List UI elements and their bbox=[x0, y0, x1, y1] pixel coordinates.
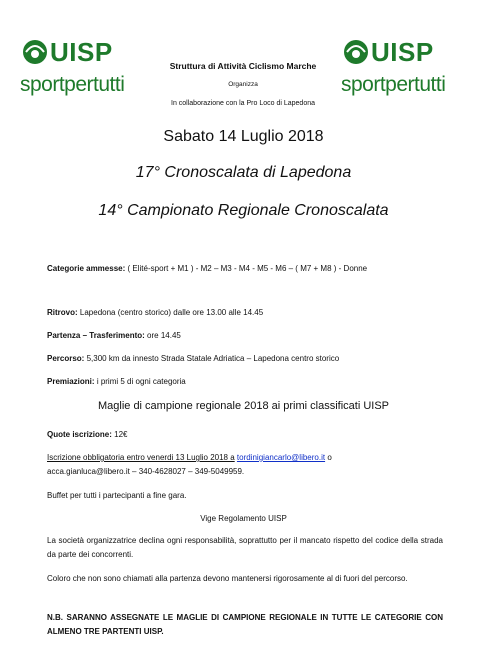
event-date: Sabato 14 Luglio 2018 bbox=[163, 128, 324, 145]
rules-heading: Vige Regolamento UISP bbox=[200, 514, 287, 523]
uisp-logo-right bbox=[341, 36, 469, 102]
premiazioni-value: i primi 5 di ogni categoria bbox=[96, 377, 186, 386]
event-subtitle: 14° Campionato Regionale Cronoscalata bbox=[98, 202, 389, 219]
jersey-announcement: Maglie di campione regionale 2018 ai primi classificati UISP bbox=[97, 400, 390, 412]
registration-contacts: acca.gianluca@libero.it – 340-4628027 – 349-5049959. bbox=[47, 467, 245, 476]
organizer-name: Struttura di Attività Ciclismo Marche bbox=[169, 61, 317, 71]
collaboration-note: In collaborazione con la Pro Loco di Lapedona bbox=[171, 100, 315, 107]
logo-tagline: sportpertutti bbox=[20, 73, 125, 96]
partenza-value: ore 14.45 bbox=[147, 331, 181, 340]
starters-note: Coloro che non sono chiamati alla partenza devono mantenersi rigorosamente al di fuori del percorso. bbox=[47, 574, 408, 583]
buffet-note: Buffet per tutti i partecipanti a fine gara. bbox=[47, 491, 187, 500]
nb-note: N.B. SARANNO ASSEGNATE LE MAGLIE DI CAMPIONE REGIONALE IN TUTTE LE CATEGORIE CON ALMENO TRE PARTENTI UISP. bbox=[47, 613, 443, 636]
quote-label: Quote iscrizione: bbox=[47, 430, 112, 439]
percorso-label: Percorso: bbox=[47, 354, 85, 363]
organizes-label: Organizza bbox=[228, 81, 258, 88]
ritrovo-label: Ritrovo: bbox=[47, 308, 78, 317]
registration-line bbox=[47, 452, 447, 463]
logo-brand: UISP bbox=[371, 37, 434, 67]
premiazioni-line bbox=[47, 376, 447, 387]
disclaimer-paragraph: La società organizzatrice declina ogni responsabilità, soprattutto per il mancato rispetto del codice della strada da parte dei concorrenti. bbox=[47, 536, 443, 559]
premiazioni-label: Premiazioni: bbox=[47, 377, 95, 386]
registration-or: o bbox=[327, 453, 332, 462]
ritrovo-value: Lapedona (centro storico) dalle ore 13.00 alle 14.45 bbox=[79, 308, 264, 317]
uisp-emblem-icon bbox=[20, 36, 50, 66]
logo-brand: UISP bbox=[50, 37, 113, 67]
categories-label: Categorie ammesse: bbox=[47, 264, 126, 273]
partenza-label: Partenza – Trasferimento: bbox=[47, 331, 145, 340]
percorso-line bbox=[47, 353, 447, 364]
partenza-line bbox=[47, 330, 447, 341]
quote-line bbox=[47, 429, 447, 440]
uisp-emblem-icon bbox=[341, 36, 371, 66]
logo-tagline: sportpertutti bbox=[341, 73, 446, 96]
uisp-logo-left bbox=[20, 36, 148, 102]
quote-value: 12€ bbox=[114, 430, 128, 439]
categories-line bbox=[47, 263, 447, 274]
ritrovo-line bbox=[47, 307, 447, 318]
registration-email-link[interactable]: tordinigiancarlo@libero.it bbox=[236, 453, 326, 462]
categories-value: ( Elité-sport + M1 ) - M2 – M3 - M4 - M5 - M6 – ( M7 + M8 ) - Donne bbox=[127, 264, 368, 273]
registration-text: Iscrizione obbligatoria entro venerdi 13 Luglio 2018 a bbox=[47, 453, 235, 462]
event-title: 17° Cronoscalata di Lapedona bbox=[135, 164, 352, 181]
percorso-value: 5,300 km da innesto Strada Statale Adriatica – Lapedona centro storico bbox=[86, 354, 340, 363]
